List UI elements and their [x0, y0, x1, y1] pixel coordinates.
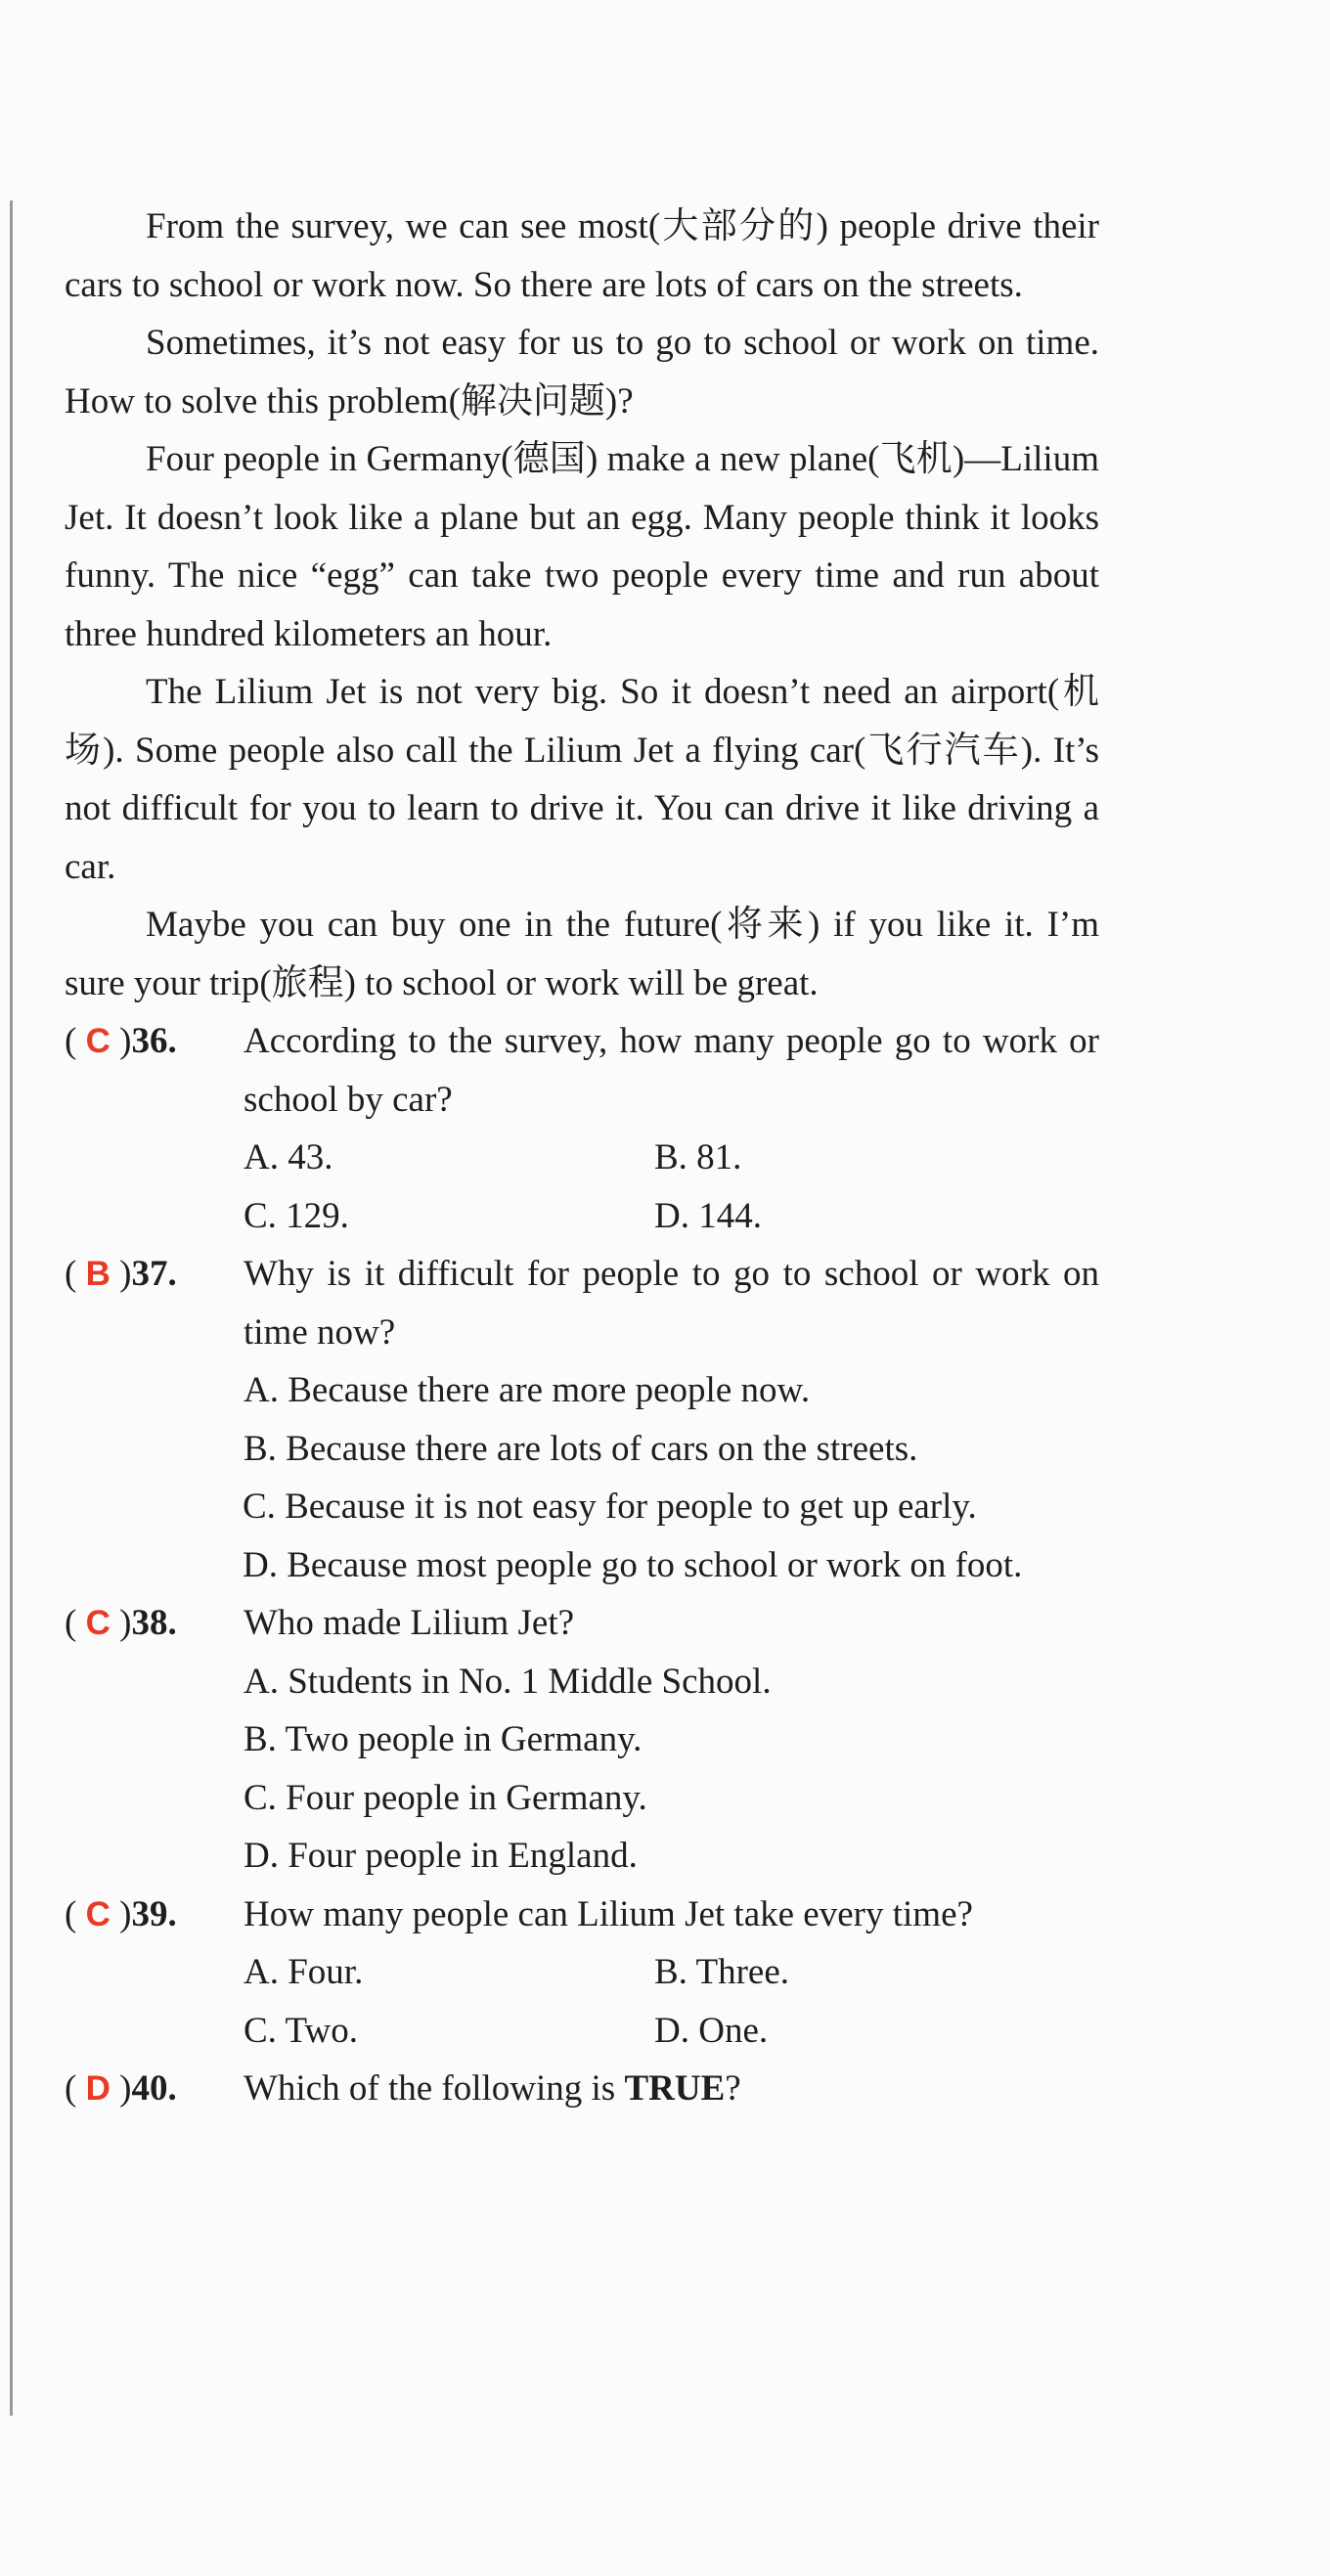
- option-b: B. Two people in Germany.: [244, 1719, 643, 1759]
- answer-mark: C: [85, 1894, 111, 1933]
- options-row: [65, 1187, 1099, 1246]
- question-text: Why is it difficult for people to go to school or work on time now?: [244, 1254, 1099, 1353]
- answer-mark: C: [85, 1604, 111, 1642]
- option-a: A. 43.: [244, 1137, 333, 1177]
- margin-rule: [10, 200, 13, 2416]
- question-number: 38.: [131, 1603, 177, 1643]
- option-c: C. Four people in Germany.: [244, 1777, 647, 1818]
- question-text: According to the survey, how many people go to work or school by car?: [244, 1021, 1099, 1120]
- question-text-end: ?: [725, 2068, 741, 2109]
- option-b: B. Because there are lots of cars on the streets.: [244, 1428, 918, 1469]
- option-b: B. Three.: [654, 1952, 790, 1992]
- passage-paragraph-1: From the survey, we can see most(大部分的) people drive their cars to school or work now. So there are lots of cars on the streets.: [65, 206, 1099, 305]
- option-d: D. One.: [654, 2010, 769, 2051]
- emphasis-true: TRUE: [624, 2068, 726, 2109]
- question-header: ( B )37.: [65, 1254, 177, 1294]
- question-number: 37.: [131, 1254, 177, 1294]
- question-text: How many people can Lilium Jet take every time?: [244, 1893, 973, 1934]
- option-c: C. Two.: [244, 2010, 358, 2051]
- passage-paragraph-5: Maybe you can buy one in the future(将来) if you like it. I’m sure your trip(旅程) to school or work will be great.: [65, 905, 1099, 1003]
- worksheet-content: [65, 198, 1099, 2118]
- question-number: 36.: [131, 1021, 177, 1061]
- question-number: 39.: [131, 1893, 177, 1934]
- question-36: [65, 1012, 1099, 1129]
- question-header: ( C )38.: [65, 1603, 177, 1643]
- passage-paragraph-3: Four people in Germany(德国) make a new plane(飞机)—Lilium Jet. It doesn’t look like a plane but an egg. Many people think it looks funny. The nice “egg” can take two people every time and run about three hundred kilometers an hour.: [65, 439, 1099, 654]
- options-row: [65, 1943, 1099, 2002]
- option-a: A. Students in No. 1 Middle School.: [244, 1661, 772, 1702]
- answer-mark: C: [85, 1022, 111, 1060]
- answer-mark: D: [85, 2069, 111, 2108]
- question-header: ( C )36.: [65, 1021, 177, 1061]
- option-c: C. Because it is not easy for people to get up early.: [243, 1487, 977, 1527]
- option-d: D. Because most people go to school or work on foot.: [243, 1544, 1023, 1585]
- option-b: B. 81.: [654, 1137, 742, 1177]
- option-a: A. Because there are more people now.: [244, 1370, 811, 1410]
- question-header: ( C )39.: [65, 1893, 177, 1934]
- options-row: [65, 1129, 1099, 1187]
- option-d: D. Four people in England.: [244, 1836, 638, 1876]
- options-row: [65, 2002, 1099, 2061]
- option-a: A. Four.: [244, 1952, 364, 1992]
- passage-paragraph-4: The Lilium Jet is not very big. So it doesn’t need an airport(机场). Some people also call the Lilium Jet a flying car(飞行汽车). It’s not difficult for you to learn to drive it. You can drive it like driving a car.: [65, 672, 1099, 887]
- question-37: [65, 1245, 1099, 1361]
- question-text-start: Which of the following is: [244, 2068, 625, 2109]
- option-d: D. 144.: [654, 1195, 762, 1236]
- question-number: 40.: [131, 2068, 177, 2109]
- question-40: [65, 2060, 1099, 2118]
- question-text: Who made Lilium Jet?: [244, 1603, 575, 1643]
- question-text: [244, 2060, 1099, 2118]
- option-c: C. 129.: [244, 1195, 349, 1236]
- answer-mark: B: [85, 1255, 111, 1293]
- question-38: [65, 1594, 1099, 1653]
- passage-paragraph-2: Sometimes, it’s not easy for us to go to school or work on time. How to solve this problem(解决问题)?: [65, 323, 1099, 422]
- question-header: ( D )40.: [65, 2068, 177, 2109]
- question-39: [65, 1886, 1099, 1944]
